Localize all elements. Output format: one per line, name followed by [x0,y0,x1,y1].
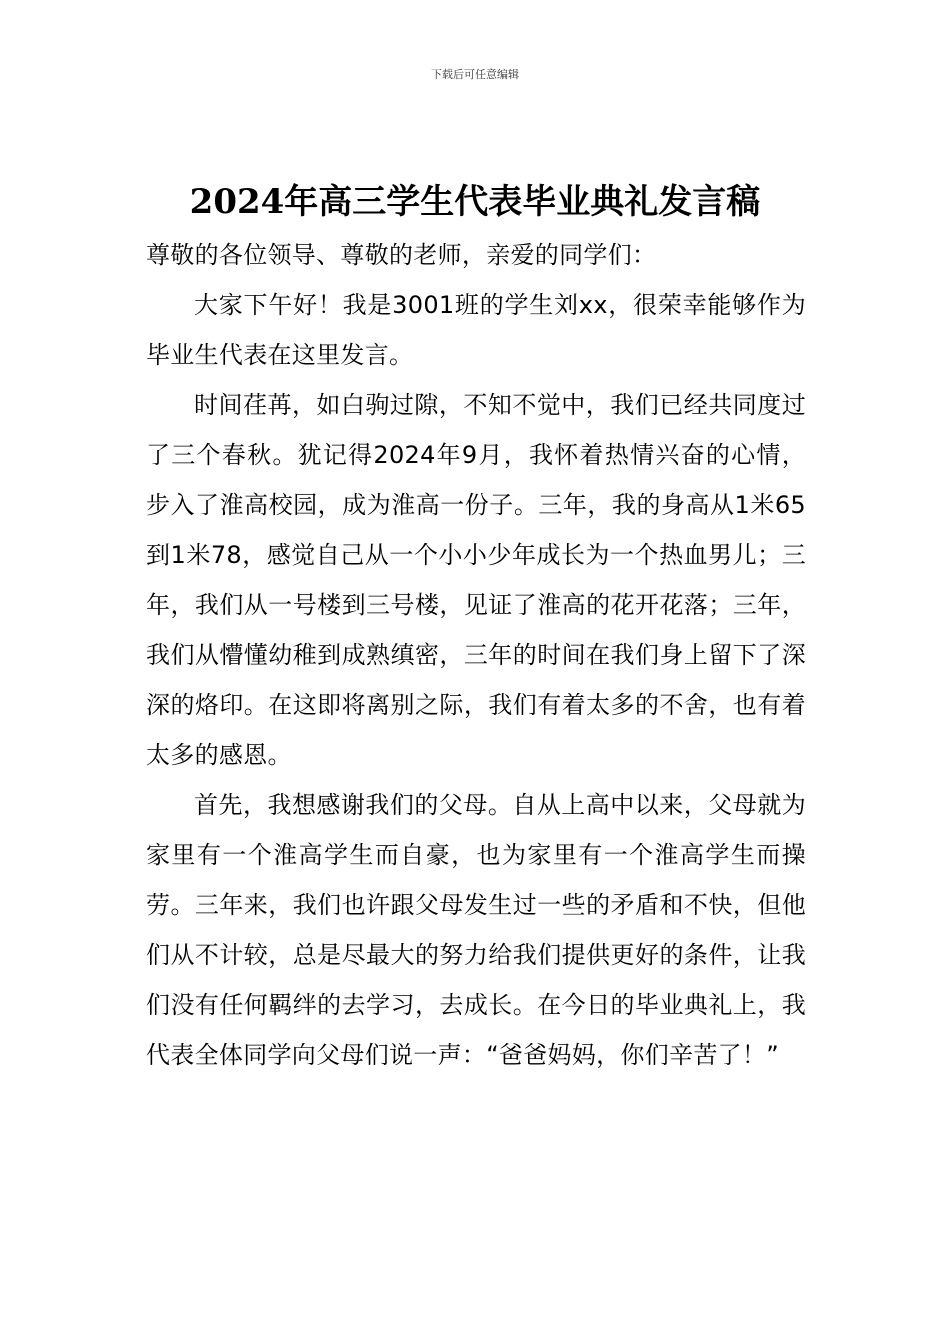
paragraph-greeting: 大家下午好！我是3001班的学生刘xx，很荣幸能够作为毕业生代表在这里发言。 [146,291,806,369]
salutation-line: 尊敬的各位领导、尊敬的老师，亲爱的同学们： [146,241,657,269]
document-body [146,230,806,1080]
page-header-note: 下载后可任意编辑 [431,68,519,81]
document-title: 2024年高三学生代表毕业典礼发言稿 [189,182,761,222]
paragraph-thanks-parents: 首先，我想感谢我们的父母。自从上高中以来，父母就为家里有一个淮高学生而自豪，也为家里有一个淮高学生而操劳。三年来，我们也许跟父母发生过一些的矛盾和不快，但他们从不计较，总是尽最大的努力给我们提供更好的条件，让我们没有任何羁绊的去学习，去成长。在今日的毕业典礼上，我代表全体同学向父母们说一声：“爸爸妈妈，你们辛苦了！” [146,791,806,1069]
paragraph-school-years: 时间荏苒，如白驹过隙，不知不觉中，我们已经共同度过了三个春秋。犹记得2024年9月，我怀着热情兴奋的心情，步入了淮高校园，成为淮高一份子。三年，我的身高从1米65到1米78，感觉自己从一个小小少年成长为一个热血男儿；三年，我们从一号楼到三号楼，见证了淮高的花开花落；三年，我们从懵懂幼稚到成熟缜密，三年的时间在我们身上留下了深深的烙印。在这即将离别之际，我们有着太多的不舍，也有着太多的感恩。 [146,391,806,769]
